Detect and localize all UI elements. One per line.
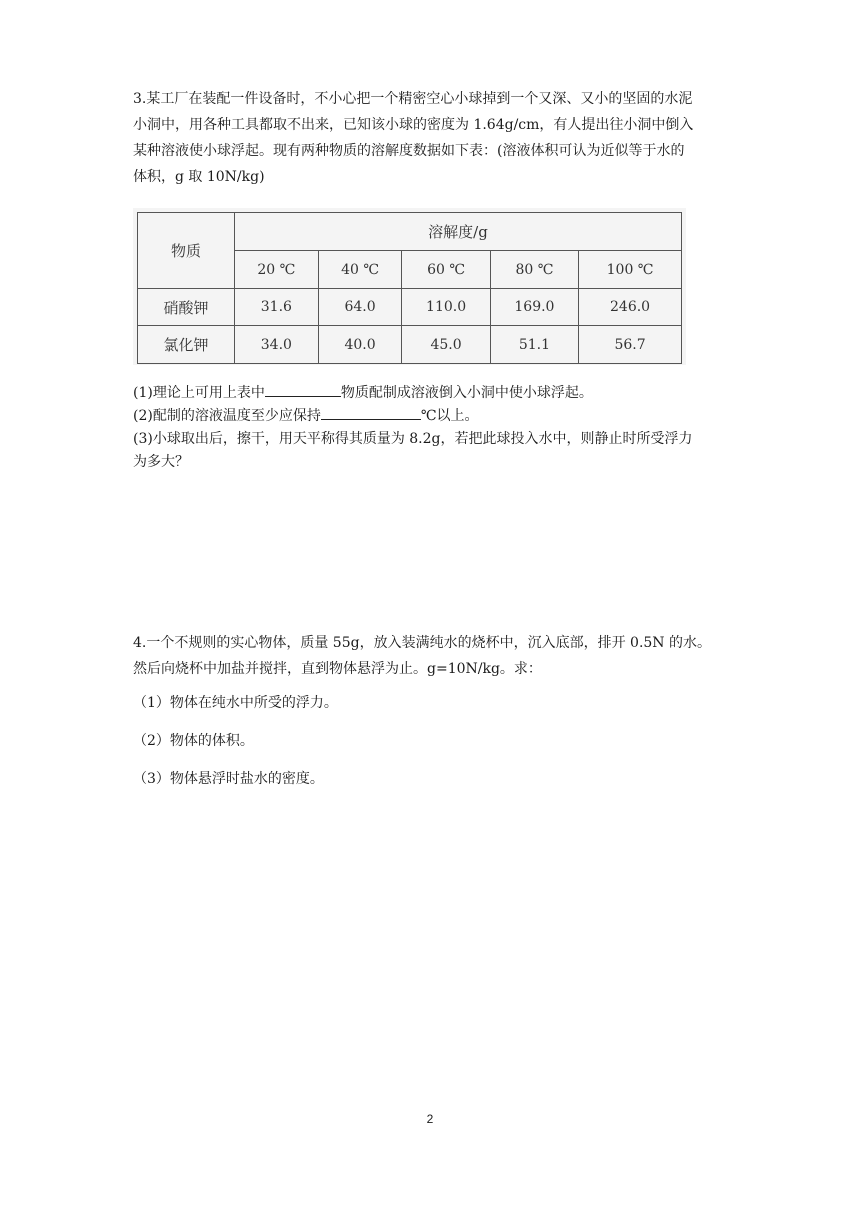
table-row xyxy=(138,289,682,326)
q4-sub2: （2）物体的体积。 xyxy=(133,733,254,749)
temperature-header: 60 ℃ xyxy=(402,251,490,289)
q4-text-line: 然后向烧杯中加盐并搅拌，直到物体悬浮为止。g=10N/kg。求： xyxy=(133,661,542,677)
q3-sub3-cont: 为多大？ xyxy=(133,454,189,470)
q3-sub3: (3)小球取出后，擦干，用天平称得其质量为 8.2g，若把此球投入水中，则静止时所受浮力 xyxy=(133,431,693,447)
table-cell: 40.0 xyxy=(318,326,402,364)
substance-header: 物质 xyxy=(138,213,235,289)
q3-text-line: 体积，g 取 10N/kg) xyxy=(133,169,265,185)
q3-text-line: 3.某工厂在装配一件设备时，不小心把一个精密空心小球掉到一个又深、又小的坚固的水泥 xyxy=(133,91,693,107)
answer-blank[interactable] xyxy=(321,405,421,420)
temperature-header: 20 ℃ xyxy=(235,251,319,289)
table-cell: 34.0 xyxy=(235,326,319,364)
q3-sub1: (1)理论上可用上表中 物质配制成溶液倒入小洞中使小球浮起。 xyxy=(133,382,593,403)
row-label: 硝酸钾 xyxy=(138,289,235,326)
table-cell: 56.7 xyxy=(579,326,682,364)
q3-text-line: 某种溶液使小球浮起。现有两种物质的溶解度数据如下表：(溶液体积可认为近似等于水的 xyxy=(133,143,685,159)
q3-text-line: 小洞中，用各种工具都取不出来，已知该小球的密度为 1.64g/cm，有人提出往小洞中倒入 xyxy=(133,117,694,133)
q4-text-line: 4.一个不规则的实心物体，质量 55g，放入装满纯水的烧杯中，沉入底部，排开 0.5N 的水。 xyxy=(133,635,711,651)
table-cell: 45.0 xyxy=(402,326,490,364)
solubility-table-image xyxy=(133,208,686,365)
table-row xyxy=(138,326,682,364)
page-number: 2 xyxy=(426,1112,434,1126)
solubility-table xyxy=(137,212,682,364)
table-cell: 31.6 xyxy=(235,289,319,326)
solubility-header: 溶解度/g xyxy=(235,213,682,251)
row-label: 氯化钾 xyxy=(138,326,235,364)
table-cell: 246.0 xyxy=(579,289,682,326)
table-cell: 110.0 xyxy=(402,289,490,326)
q4-sub1: （1）物体在纯水中所受的浮力。 xyxy=(133,695,338,711)
q3-sub2: (2)配制的溶液温度至少应保持 ℃以上。 xyxy=(133,405,479,426)
temperature-header: 80 ℃ xyxy=(490,251,578,289)
table-cell: 51.1 xyxy=(490,326,578,364)
table-cell: 169.0 xyxy=(490,289,578,326)
q4-sub3: （3）物体悬浮时盐水的密度。 xyxy=(133,771,324,787)
temperature-header: 40 ℃ xyxy=(318,251,402,289)
answer-blank[interactable] xyxy=(265,382,341,397)
temperature-header: 100 ℃ xyxy=(579,251,682,289)
table-cell: 64.0 xyxy=(318,289,402,326)
